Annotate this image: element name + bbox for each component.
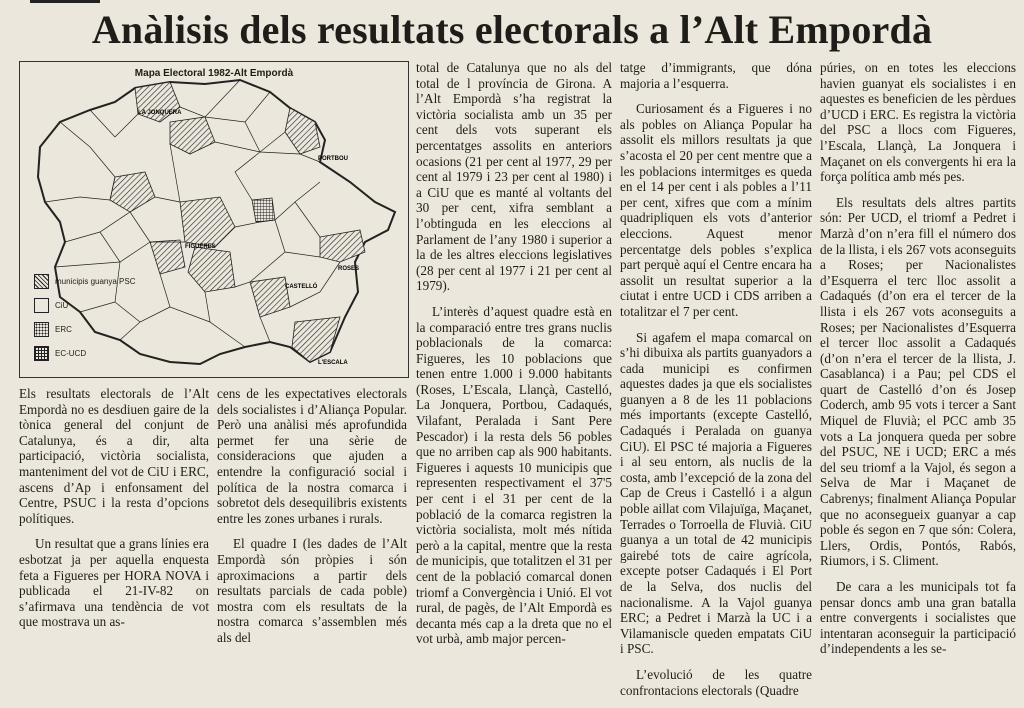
ciu-swatch [34, 298, 49, 313]
paragraph: púries, on en totes les eleccions havien guanyat els socialistes i en aquestes es beneficien de les pèrdues d’UCD i ERC. Es registra la victòria del PSC a llocs com Figueres, l’Escala, Llançà, La Jonquera i Maçanet on els convergents hi era la força política amb més pes. [820, 60, 1016, 185]
map-label-lescala: L'ESCALA [318, 360, 348, 366]
paragraph: Un resultat que a grans línies era esbotzat ja per aquella enquesta feta a Figueres per HORA NOVA i publicada el 21-IV-82 on s’afirmava una tendència de vot que mostrava un as- [19, 536, 209, 630]
paragraph: Els resultats electorals de l’Alt Empordà no es desdiuen gaire de la tònica general del conjunt de Catalunya, és a dir, alta participació, victòria socialista, manteniment del vot de CiU i ERC, ascens d’Ap i enfonsament del Centre, PSUC i la resta d’opcions polítiques. [19, 386, 209, 526]
top-rule [30, 0, 100, 3]
paragraph: L’interès d’aquest quadre està en la comparació entre tres grans nuclis poblacionals de la comarca: Figueres, les 10 poblacions que tenen entre 1.000 i 9.000 habitants (Roses, L’Escala, Llançà, Castelló, La Jonquera, Portbou, Cadaqués, Vilafant, Peralada i Sant Pere Pescador) i la resta dels 56 pobles que no arriben cap als 900 habitants. Figueres i aquests 10 municipis que representen respectivament el 37'5 per cent i el 31 per cent de la població de la comarca registren la victòria socialista, molt més nítida però a la capital, mentre que la resta de municipis, que totalitzen el 31 per cent de la població comarcal donen triomf a Convergència i Unió. El vot rural, de pagès, de l’Alt Empordà es decanta més cap a la dreta que no el vot urbà, amb major percen- [416, 303, 612, 647]
electoral-map [19, 61, 409, 378]
map-label-castello: CASTELLÓ [285, 284, 318, 290]
legend-label-ecucd: EC-UCD [55, 348, 87, 358]
legend-item-ciu [34, 298, 135, 312]
map-label-figueres: FIGUERES [185, 244, 216, 250]
erc-swatch [34, 322, 49, 337]
legend-label-psc: municipis guanya PSC [55, 276, 136, 286]
paragraph: total de Catalunya que no als del total de l província de Girona. A l’Alt Empordà s’ha registrat la victòria socialista amb un 35 per cent dels vots superant els percentatges assolits en anteriors ocasions (21 per cent al 1977, 29 per cent al 1979 i 23 per cent al 1980) i a CiU que es manté al voltants del 30 per cent, xifra semblant a l’obtinguda en les eleccions al Parlament de l’any 1980 i superior a la de les altres eleccions legislatives (28 per cent al 1977 i 21 per cent al 1979). [416, 60, 612, 294]
headline: Anàlisis dels resultats electorals a l’Alt Empordà [91, 7, 933, 52]
paragraph: Si agafem el mapa comarcal on s’hi dibuixa als partits guanyadors a cada municipi es confirmen aquestes dades ja que els socialistes guanyen a 8 de les 11 poblacions més importants (excepte Castelló, Cadaqués i Peralada on guanya CiU). El PSC té majoria a Figueres i al seu entorn, als nuclis de la costa, amb l’excepció de la zona del Cap de Creus i Castelló i a algun poble aillat com Vilajuïga, Maçanet, Terrades o Torroella de Fluvià. CiU guanya a un total de 42 municipis gairebé tots de caire agrícola, excepte potser Cadaqués i El Port de la Selva, dos nuclis del nacionalisme. A la Vajol guanya ERC; a Pedret i Marzà la UC i a Vilamaniscle queden empatats CiU i PSC. [620, 329, 812, 657]
paragraph: Els resultats dels altres partits són: Per UCD, el triomf a Pedret i Marzà d’on n’era fill el número dos de la llista, i els 267 vots aconseguits a Roses; per Nacionalistes d’Esquerra el terc lloc assolit a Cadaqués (d’on era el tercer de la llista i els 267 vots aconseguits a Roses; per Nacionalistes d’Esquerra el tercer lloc assolit a Cadaqués (d’on n’era el tercer de la llista, J. Casablanca) i a Pau; pel CDS el quart de Castelló d’on és Josep Coderch, amb 95 vots i tercer a Sant Miquel de Fluvià; el PCC amb 35 vots a La jonquera queda per sobre del PSUC, NE i UCD; ERC a més del seu triomf a la Vajol, és segon a Selva de Mar i Maçanet de Cabrenys; finalment Aliança Popular que no aconsegueix guanyar a cap poble és segon en 7 que són: Colera, Llers, Ordis, Pontós, Rabós, Riumors, i S. Climent. [820, 194, 1016, 569]
map-label-portbou: PORTBOU [318, 156, 348, 162]
article-column-4 [620, 60, 812, 708]
paragraph: De cara a les municipals tot fa pensar doncs amb una gran batalla entre convergents i socialistes que intentaran aconseguir la participació d’independents a les se- [820, 579, 1016, 657]
article-column-5 [820, 60, 1016, 667]
map-legend [34, 274, 135, 370]
legend-item-ecucd [34, 346, 135, 360]
psc-swatch [34, 274, 49, 289]
legend-item-erc [34, 322, 135, 336]
article-column-2 [217, 386, 407, 656]
paragraph: cens de les expectatives electorals dels socialistes i d’Aliança Popular. Però una anàlisi més aprofundida permet fer una sèrie de consideracions que ajuden a entendre la configuració social i política de la nostra comarca i sobretot dels desequilibris existents entre les zones urbanes i rurals. [217, 386, 407, 526]
map-label-la-jonquera: LA JONQUERA [138, 110, 182, 116]
ecucd-swatch [34, 346, 49, 361]
paragraph: L’evolució de les quatre confrontacions electorals (Quadre [620, 666, 812, 698]
paragraph: tatge d’immigrants, que dóna majoria a l’esquerra. [620, 60, 812, 91]
article-column-3 [416, 60, 612, 657]
map-label-roses: ROSES [338, 266, 360, 272]
article-column-1 [19, 386, 209, 640]
paragraph: Curiosament és a Figueres i no als pobles on Aliança Popular ha assolit els millors resultats ja que s’acosta el 20 per cent mentre que a les poblacions intermitges es queda en el 14 per cent i als pobles a l’11 per cent, xifres que com a mínim quadripliquen els vots d’anterior eleccions. Aquest menor percentatge dels pobles s’explica part perquè aquí el Centre encara ha assolit un resultat superior a la ciutat i entre UCD i CDS arriben a totalitzar el 7 per cent. [620, 101, 812, 319]
legend-item-psc [34, 274, 135, 288]
legend-label-erc: ERC [55, 324, 72, 334]
legend-label-ciu: CiU [55, 300, 69, 310]
psc-area [292, 317, 340, 362]
map-title: Mapa Electoral 1982-Alt Empordà [134, 68, 294, 79]
ecucd-area [252, 198, 275, 222]
paragraph: El quadre I (les dades de l’Alt Empordà són pròpies i són aproximacions a partir dels resultats parcials de cada poble) mostra com els resultats de la nostra comarca s’assemblen més als del [217, 536, 407, 645]
